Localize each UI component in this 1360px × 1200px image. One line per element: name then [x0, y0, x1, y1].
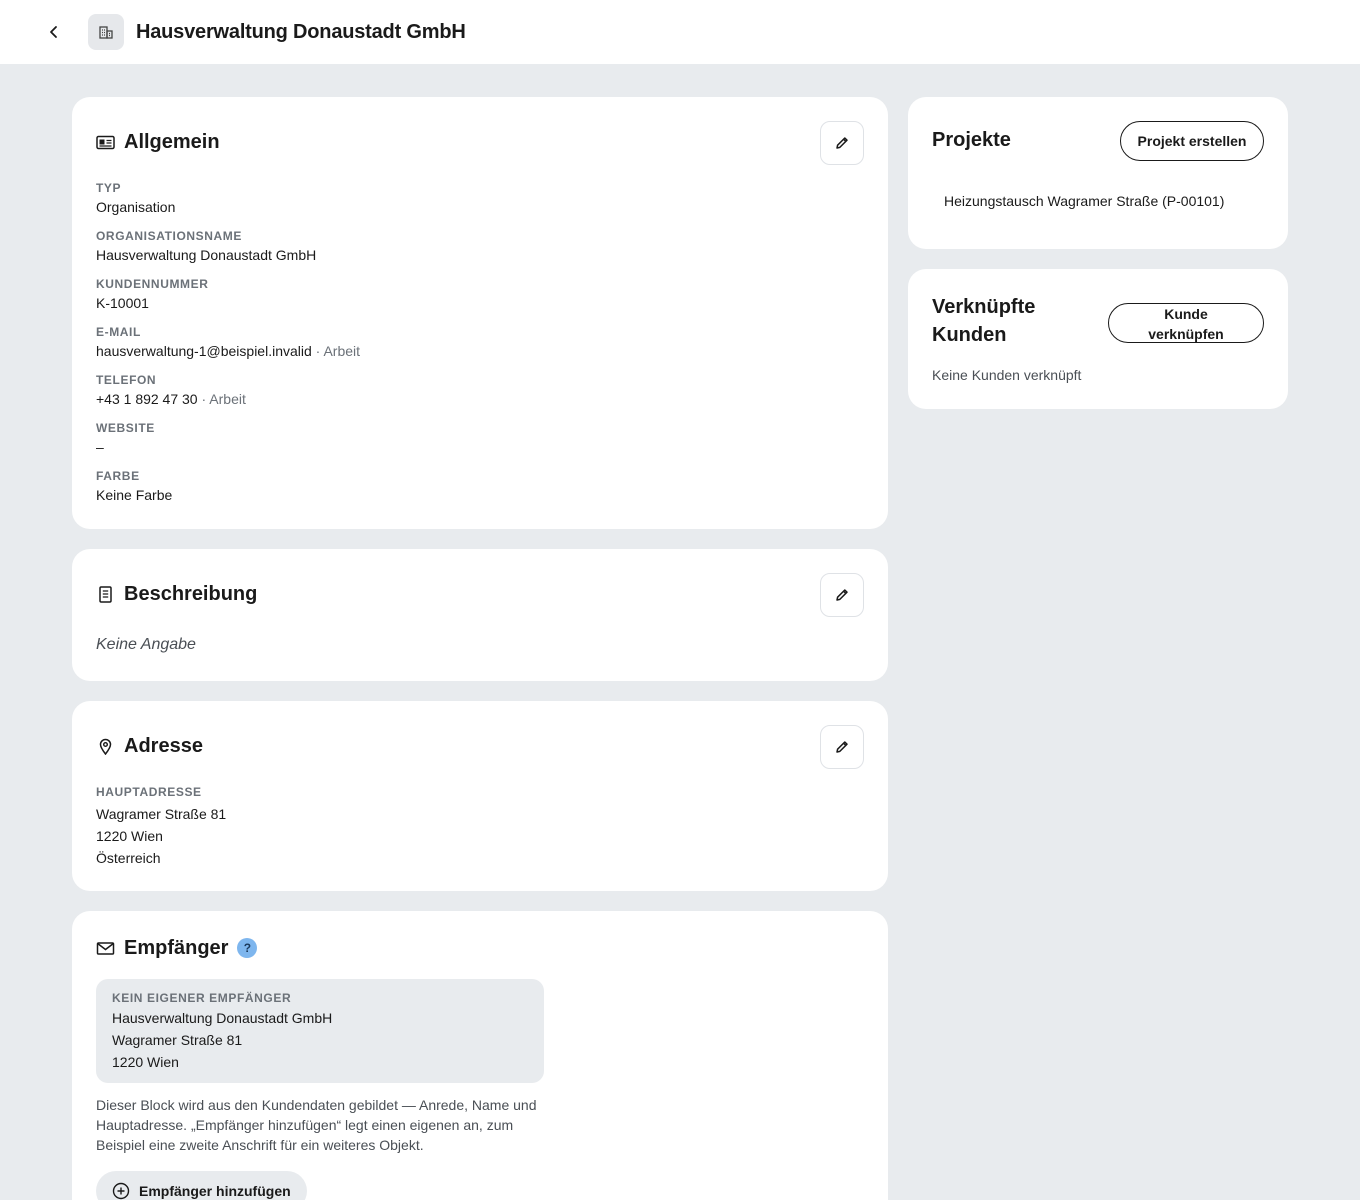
- recipient-default-box: [96, 979, 544, 1083]
- field-color: [96, 469, 360, 517]
- pencil-icon: [834, 739, 850, 755]
- projects-card: [908, 97, 1288, 249]
- edit-address-button[interactable]: [820, 725, 864, 769]
- general-title: Allgemein: [124, 131, 220, 153]
- page-title: Hausverwaltung Donaustadt GmbH: [136, 21, 466, 43]
- field-type: [96, 181, 360, 229]
- field-org-name: [96, 229, 360, 277]
- general-card: [72, 97, 888, 529]
- phone-link[interactable]: +43 1 892 47 30: [96, 391, 198, 407]
- add-recipient-label: Empfänger hinzufügen: [139, 1183, 291, 1199]
- main-address: [96, 785, 226, 869]
- recipient-city: 1220 Wien: [112, 1054, 179, 1070]
- recipient-hint: Dieser Block wird aus den Kundendaten gebildet — Anrede, Name und Hauptadresse. „Empfänger hinzufügen“ legt einen eigenen an, zum Beispiel eine zweite Anschrift für ein weiteres Objekt.: [96, 1097, 537, 1153]
- address-street: Wagramer Straße 81: [96, 806, 227, 822]
- address-card: [72, 701, 888, 891]
- chevron-left-icon: [46, 24, 62, 40]
- description-title: Beschreibung: [124, 583, 258, 605]
- address-title: Adresse: [124, 735, 203, 757]
- field-value: [96, 389, 360, 409]
- id-card-icon: [96, 135, 115, 150]
- phone-type: · Arbeit: [201, 391, 246, 407]
- field-value: K-10001: [96, 295, 149, 311]
- document-icon: [96, 586, 115, 603]
- general-fields: [96, 181, 360, 517]
- email-link[interactable]: hausverwaltung-1@beispiel.invalid: [96, 343, 312, 359]
- avatar: [88, 14, 124, 50]
- address-city: 1220 Wien: [96, 828, 163, 844]
- linked-customers-title: Verknüpfte Kunden: [932, 296, 1036, 346]
- description-empty: Keine Angabe: [96, 636, 196, 653]
- recipient-card: [72, 911, 888, 1200]
- project-item[interactable]: Heizungstausch Wagramer Straße (P-00101): [944, 193, 1225, 209]
- building-icon: [98, 24, 114, 40]
- add-recipient-button[interactable]: [96, 1171, 307, 1200]
- mail-icon: [96, 941, 115, 956]
- address-country: Österreich: [96, 850, 161, 866]
- help-icon[interactable]: ?: [237, 938, 257, 958]
- general-header: [96, 129, 220, 155]
- recipient-box-label: KEIN EIGENER EMPFÄNGER: [112, 991, 292, 1005]
- field-value: Organisation: [96, 199, 176, 215]
- linked-customers-card: [908, 269, 1288, 409]
- field-label: E-MAIL: [96, 325, 141, 339]
- linked-customers-empty: Keine Kunden verknüpft: [932, 367, 1082, 383]
- pencil-icon: [834, 587, 850, 603]
- field-label: ORGANISATIONSNAME: [96, 229, 242, 243]
- edit-general-button[interactable]: [820, 121, 864, 165]
- field-label: TYP: [96, 181, 122, 195]
- projects-title: Projekte: [932, 129, 1011, 151]
- top-bar: [0, 0, 1360, 64]
- plus-circle-icon: [112, 1182, 130, 1200]
- recipient-title: Empfänger: [124, 937, 229, 959]
- recipient-street: Wagramer Straße 81: [112, 1032, 243, 1048]
- field-value: [96, 341, 360, 361]
- recipient-header: [96, 935, 257, 961]
- field-value: Hausverwaltung Donaustadt GmbH: [96, 247, 317, 263]
- edit-description-button[interactable]: [820, 573, 864, 617]
- address-header: [96, 733, 203, 759]
- pencil-icon: [834, 135, 850, 151]
- field-label: TELEFON: [96, 373, 157, 387]
- field-label: HAUPTADRESSE: [96, 785, 202, 799]
- field-website: [96, 421, 360, 469]
- link-customer-button[interactable]: Kunde verknüpfen: [1108, 303, 1264, 343]
- field-value: Keine Farbe: [96, 487, 173, 503]
- field-label: KUNDENNUMMER: [96, 277, 209, 291]
- field-customer-number: [96, 277, 360, 325]
- field-email: [96, 325, 360, 373]
- field-label: WEBSITE: [96, 421, 155, 435]
- email-type: · Arbeit: [315, 343, 361, 359]
- create-project-button[interactable]: Projekt erstellen: [1120, 121, 1264, 161]
- field-label: FARBE: [96, 469, 140, 483]
- recipient-name: Hausverwaltung Donaustadt GmbH: [112, 1010, 333, 1026]
- map-pin-icon: [96, 738, 115, 755]
- back-button[interactable]: [40, 18, 68, 46]
- field-phone: [96, 373, 360, 421]
- description-header: [96, 581, 257, 607]
- field-value: –: [96, 439, 104, 455]
- description-card: [72, 549, 888, 681]
